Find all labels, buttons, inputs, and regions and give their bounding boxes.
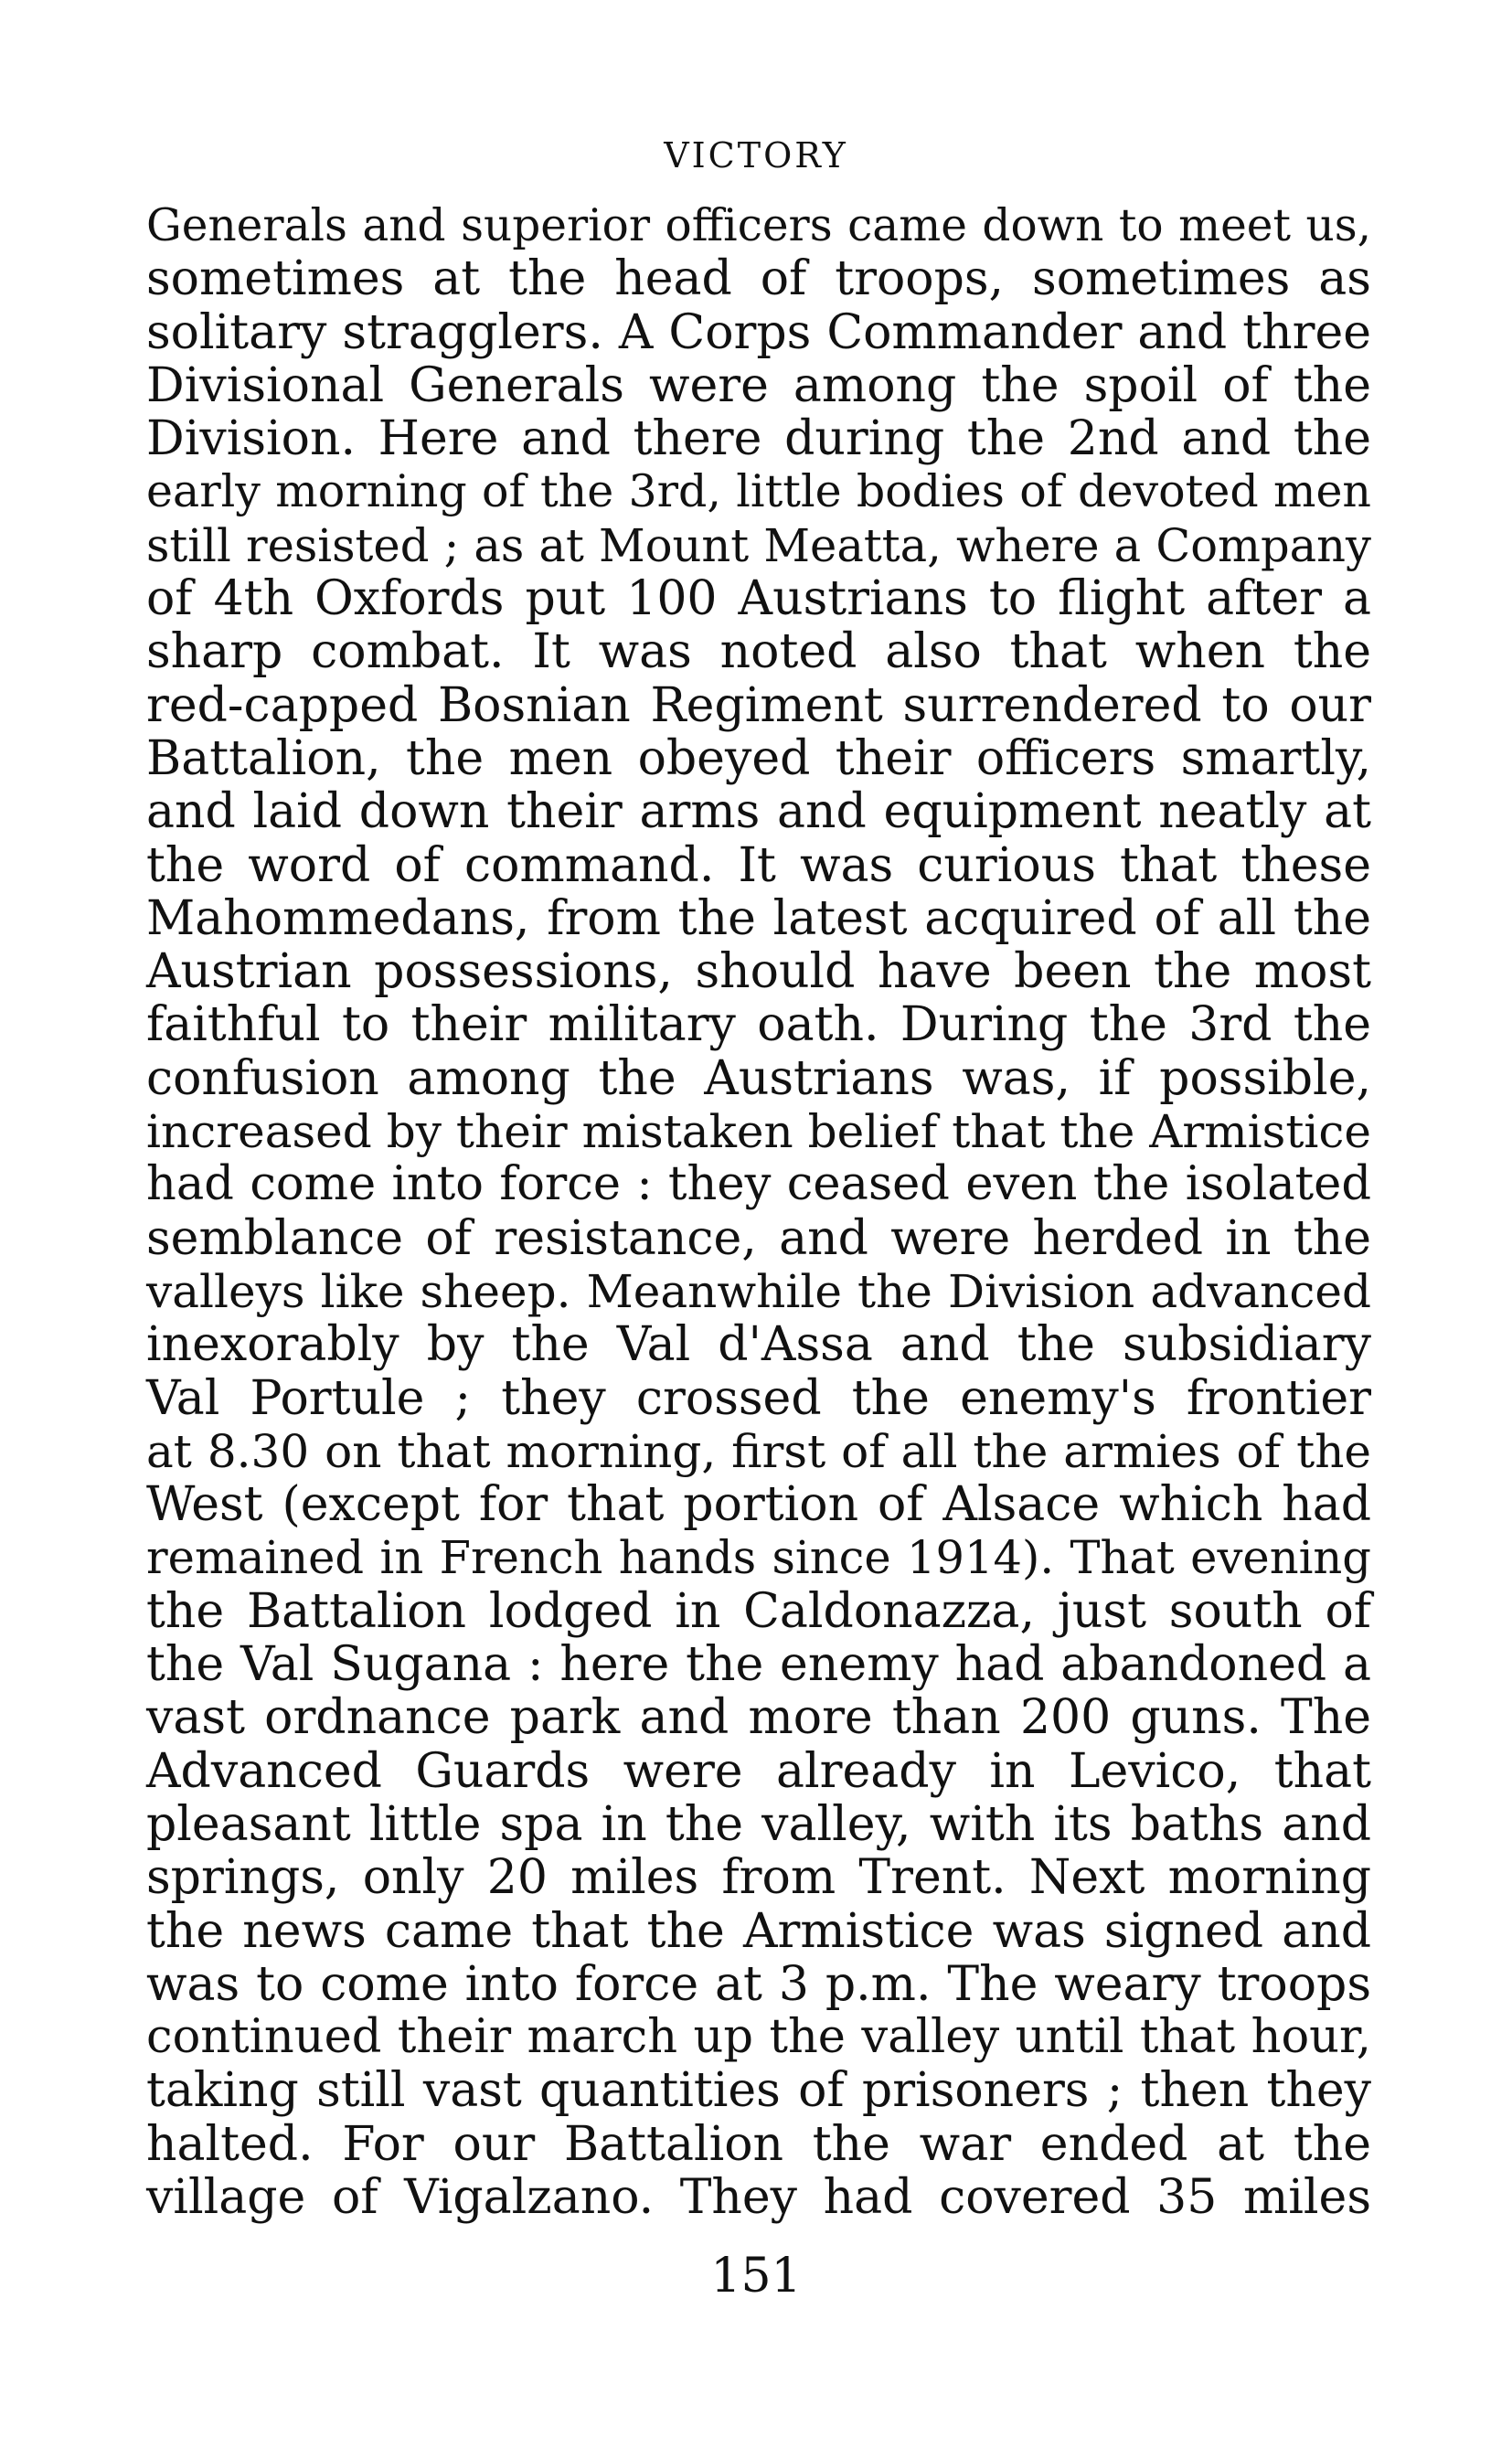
text-line: the news came that the Armistice was signed and [146,1903,1371,1959]
text-line: continued their march up the valley until that hour, [146,2010,1371,2065]
text-line: valleys like sheep. Meanwhile the Division advanced [146,1264,1371,1318]
text-line: pleasant little spa in the valley, with its baths and [146,1796,1371,1852]
text-line: inexorably by the Val d'Assa and the subsidiary [146,1317,1371,1373]
text-line: Advanced Guards were already in Levico, that [146,1743,1371,1799]
text-line: Val Portule ; they crossed the enemy's frontier [146,1370,1371,1426]
text-line: increased by their mistaken belief that the Armistice [146,1105,1371,1159]
text-line: Austrian possessions, should have been the most [146,944,1371,1000]
text-line: had come into force : they ceased even the isolated [146,1157,1371,1212]
text-line: of 4th Oxfords put 100 Austrians to flight after a [146,571,1371,627]
running-title: VICTORY [664,135,848,176]
text-line: Generals and superior officers came down to meet us, [146,200,1371,251]
body-text [146,199,1371,2224]
text-line: was to come into force at 3 p.m. The weary troops [146,1956,1371,2012]
text-line: taking still vast quantities of prisoners ; then they [146,2063,1371,2119]
text-line: at 8.30 on that morning, first of all the armies of the [146,1424,1371,1478]
text-line: still resisted ; as at Mount Meatta, where a Company [146,518,1371,572]
text-line: faithful to their military oath. During the 3rd the [146,997,1371,1053]
text-line: West (except for that portion of Alsace which had [146,1477,1371,1533]
text-line: early morning of the 3rd, little bodies of devoted men [146,465,1371,518]
text-line: remained in French hands since 1914). That evening [146,1531,1371,1585]
text-line: springs, only 20 miles from Trent. Next morning [146,1850,1371,1906]
text-line: vast ordnance park and more than 200 guns. The [146,1690,1371,1746]
text-line: Battalion, the men obeyed their officers smartly, [146,730,1371,786]
text-line: the word of command. It was curious that these [146,837,1371,893]
text-line: village of Vigalzano. They had covered 35 miles [146,2169,1371,2225]
text-line: semblance of resistance, and were herded in the [146,1210,1371,1266]
text-line: Mahommedans, from the latest acquired of all the [146,890,1371,946]
text-line: sometimes at the head of troops, sometimes as [146,251,1371,307]
text-line: confusion among the Austrians was, if possible, [146,1050,1371,1106]
text-line: red-capped Bosnian Regiment surrendered to our [146,677,1371,733]
text-line: Divisional Generals were among the spoil of the [146,357,1371,413]
text-line: Division. Here and there during the 2nd and the [146,411,1371,467]
text-line: halted. For our Battalion the war ended at the [146,2116,1371,2172]
text-line: and laid down their arms and equipment neatly at [146,784,1371,840]
text-line: the Battalion lodged in Caldonazza, just south of [146,1583,1371,1639]
text-line: the Val Sugana : here the enemy had abandoned a [146,1637,1371,1693]
page-number: 151 [710,2249,802,2304]
text-line: solitary stragglers. A Corps Commander and three [146,304,1371,360]
text-line: sharp combat. It was noted also that when the [146,624,1371,680]
